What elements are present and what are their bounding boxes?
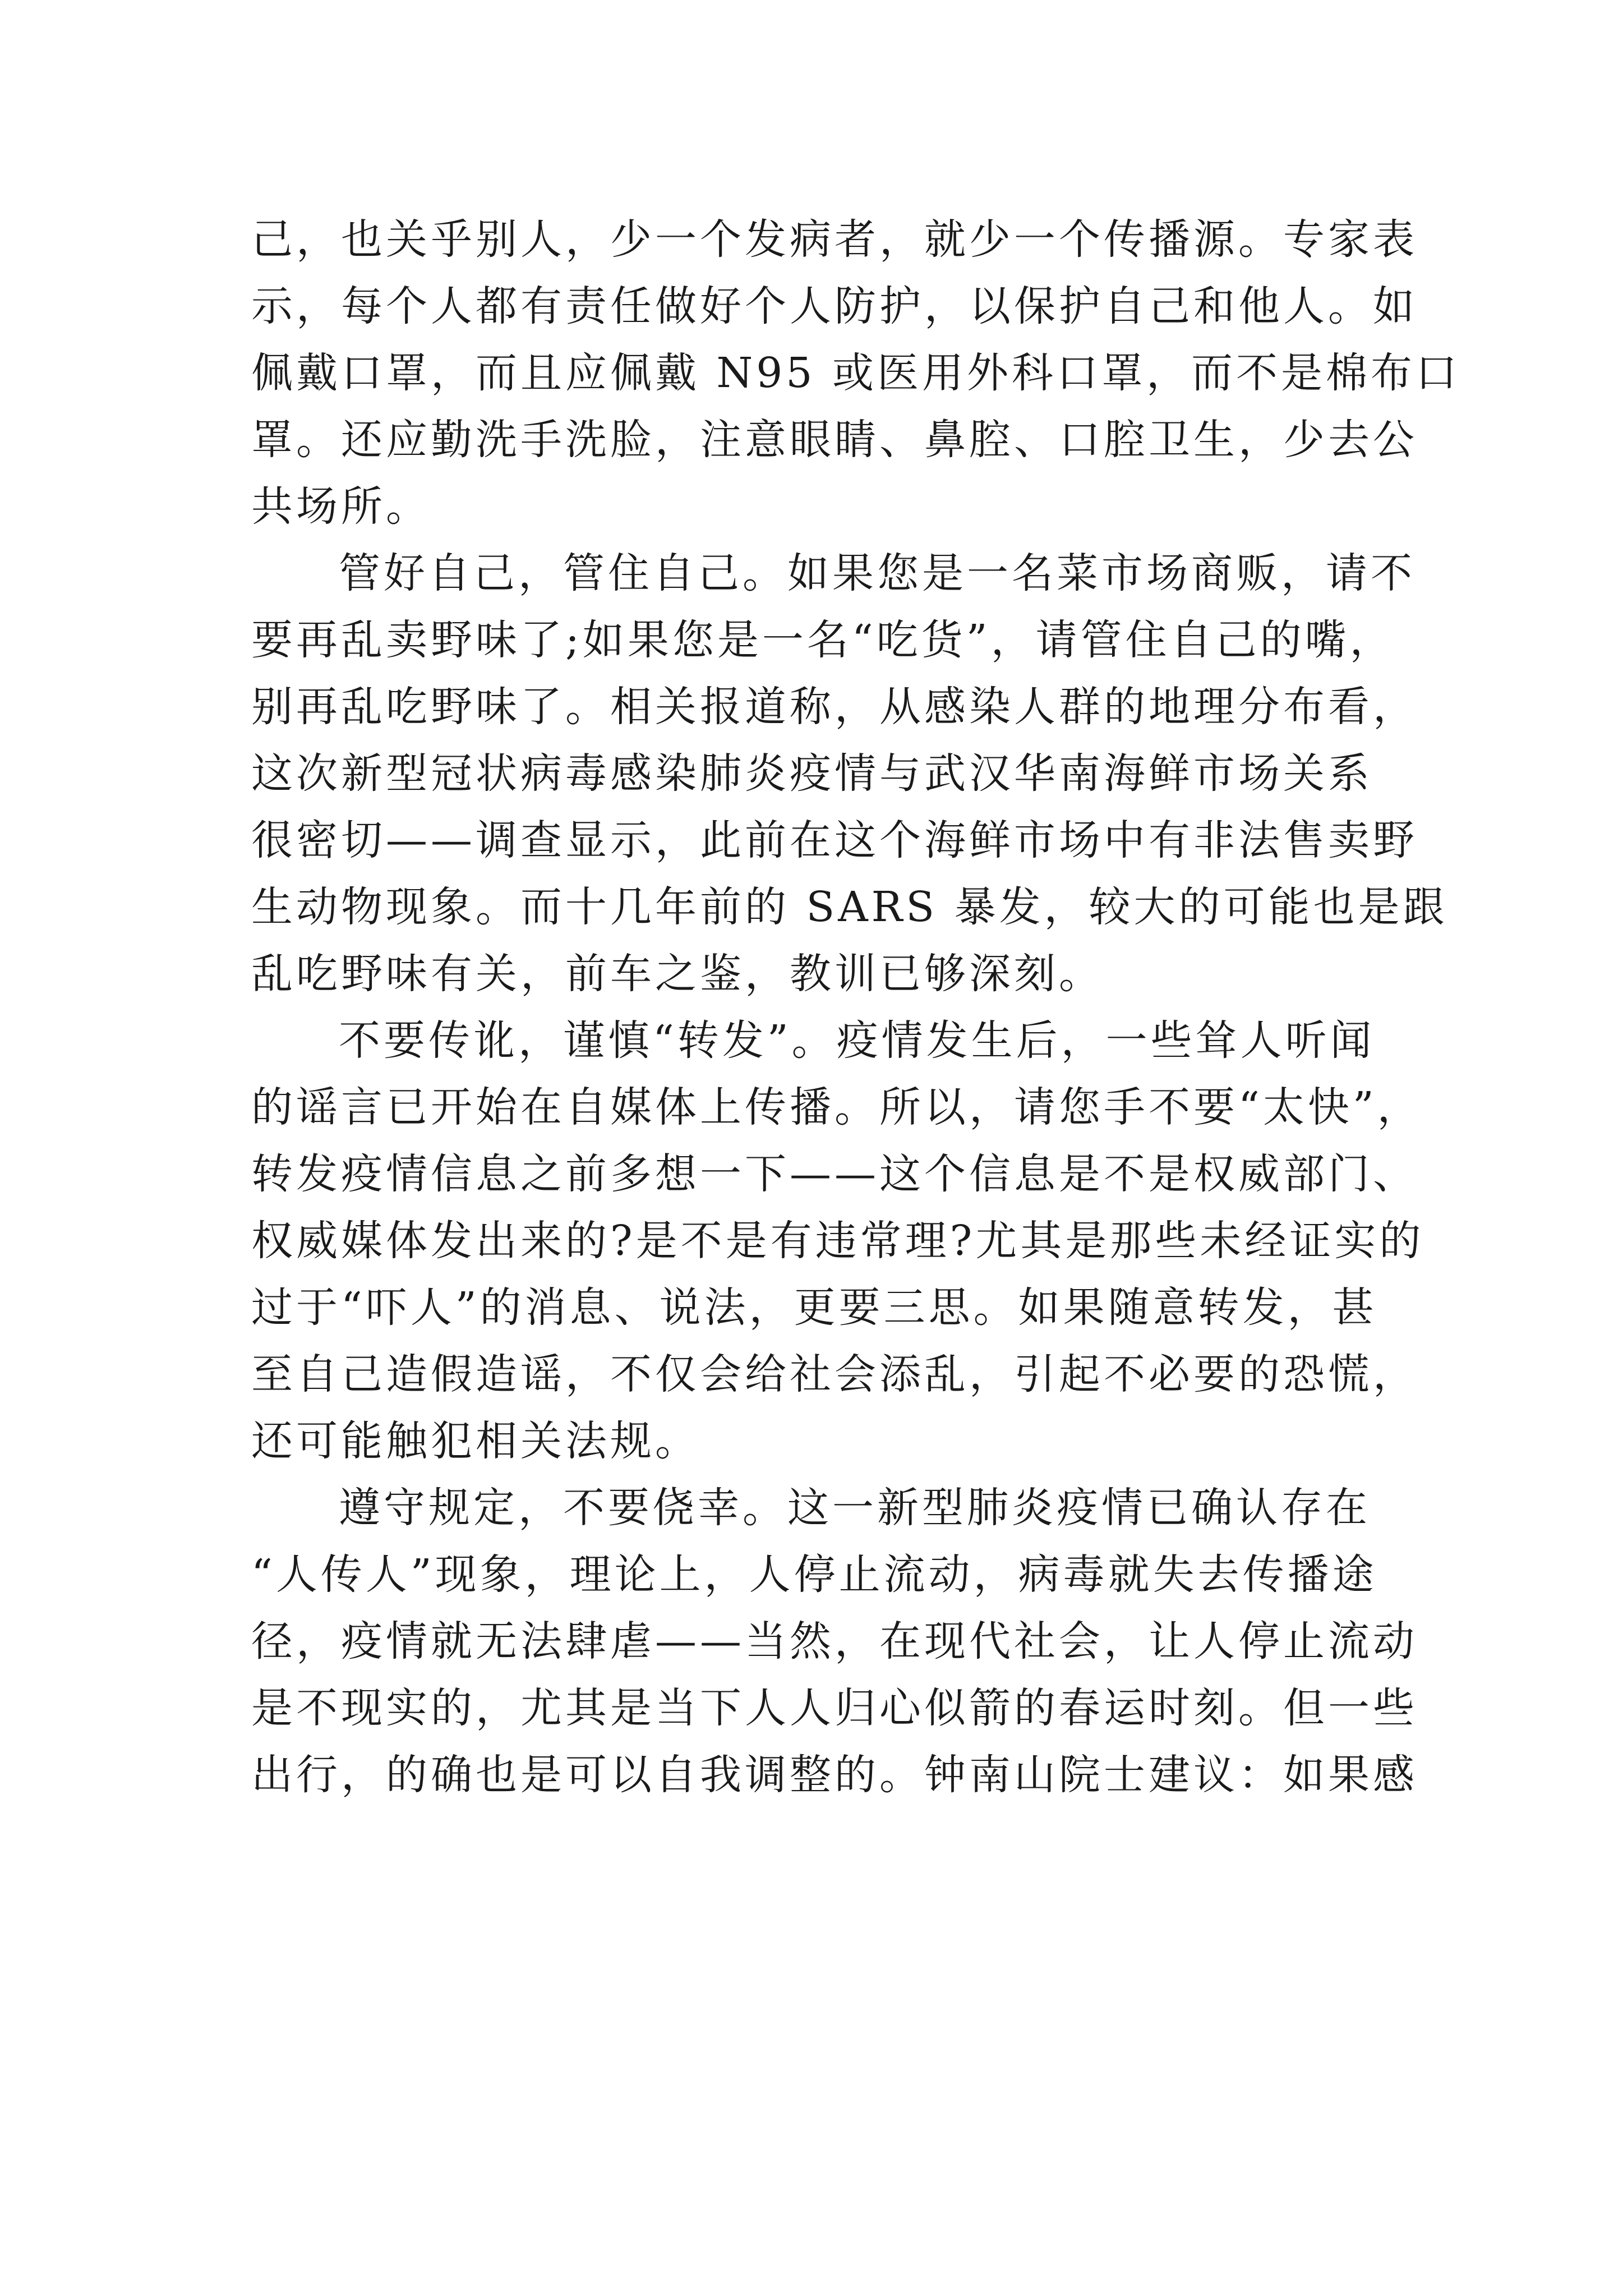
paragraph-3-line-5: 过于“吓人”的消息、说法，更要三思。如果随意转发，甚 [251, 1283, 1377, 1332]
paragraph-2-line-2: 要再乱卖野味了;如果您是一名“吃货”，请管住自己的嘴， [251, 616, 1395, 664]
paragraph-1-line-2: 示，每个人都有责任做好个人防护，以保护自己和他人。如 [251, 282, 1418, 330]
paragraph-3-line-4: 权威媒体发出来的?是不是有违常理?尤其是那些未经证实的 [251, 1217, 1424, 1265]
paragraph-3-line-1: 不要传讹，谨慎“转发”。疫情发生后，一些耸人听闻 [339, 1016, 1375, 1065]
paragraph-2-line-4: 这次新型冠状病毒感染肺炎疫情与武汉华南海鲜市场关系 [251, 749, 1373, 798]
paragraph-2-line-5: 很密切——调查显示，此前在这个海鲜市场中有非法售卖野 [251, 816, 1418, 864]
paragraph-1-line-1: 己，也关乎别人，少一个发病者，就少一个传播源。专家表 [251, 215, 1418, 264]
paragraph-2-line-3: 别再乱吃野味了。相关报道称，从感染人群的地理分布看， [251, 683, 1418, 731]
paragraph-4-line-5: 出行，的确也是可以自我调整的。钟南山院士建议：如果感 [251, 1751, 1418, 1799]
paragraph-1-line-4: 罩。还应勤洗手洗脸，注意眼睛、鼻腔、口腔卫生，少去公 [251, 416, 1418, 464]
paragraph-2-line-1: 管好自己，管住自己。如果您是一名菜市场商贩，请不 [339, 549, 1415, 597]
paragraph-1-line-3: 佩戴口罩，而且应佩戴 N95 或医用外科口罩，而不是棉布口 [251, 349, 1460, 397]
paragraph-2-line-6: 生动物现象。而十几年前的 SARS 暴发，较大的可能也是跟 [251, 883, 1448, 931]
paragraph-4-line-4: 是不现实的，尤其是当下人人归心似箭的春运时刻。但一些 [251, 1684, 1418, 1732]
paragraph-4-line-1: 遵守规定，不要侥幸。这一新型肺炎疫情已确认存在 [339, 1484, 1371, 1532]
body-text [251, 206, 1460, 1809]
paragraph-3-line-2: 的谣言已开始在自媒体上传播。所以，请您手不要“太快”， [251, 1083, 1422, 1131]
paragraph-2-line-7: 乱吃野味有关，前车之鉴，教训已够深刻。 [251, 950, 1104, 998]
paragraph-3-line-6: 至自己造假造谣，不仅会给社会添乱，引起不必要的恐慌， [251, 1350, 1418, 1398]
paragraph-3-line-7: 还可能触犯相关法规。 [251, 1417, 700, 1465]
paragraph-4-line-3: 径，疫情就无法肆虐——当然，在现代社会，让人停止流动 [251, 1617, 1418, 1665]
paragraph-3-line-3: 转发疫情信息之前多想一下——这个信息是不是权威部门、 [251, 1150, 1418, 1198]
paragraph-1-line-5: 共场所。 [251, 482, 431, 531]
paragraph-4-line-2: “人传人”现象，理论上，人停止流动，病毒就失去传播途 [251, 1550, 1377, 1599]
